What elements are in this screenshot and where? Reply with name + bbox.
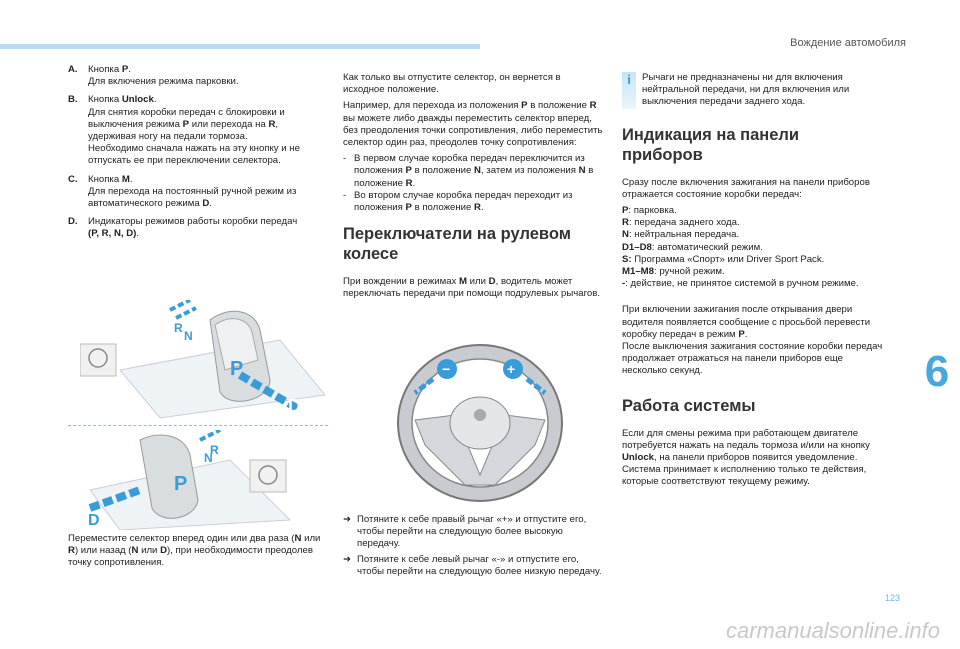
mode-item: D1–D8: автоматический режим. — [622, 241, 763, 253]
item-title-end: . — [128, 64, 131, 75]
gear-label-n: N — [184, 329, 193, 343]
item-b — [68, 94, 320, 167]
figure-divider — [68, 425, 328, 426]
item-title-end: . — [153, 94, 157, 106]
text: , затем из положения — [480, 165, 579, 177]
text: В первом случае коробка передач переключится из положения — [354, 153, 585, 177]
gear-p: P — [738, 328, 745, 340]
item-c — [68, 174, 320, 211]
gear-label-p: P — [174, 473, 188, 495]
paddle-plus-icon: + — [507, 361, 516, 377]
gear-r: R — [474, 202, 481, 214]
caption-text: или — [138, 545, 161, 557]
text: . — [480, 202, 484, 214]
paragraph: После выключения зажигания состояние коробки передач продолжает отражаться на панели приборов еще несколько секунд. — [622, 341, 883, 377]
header-bar — [0, 44, 480, 49]
text: вы можете либо дважды переместить селектор вперед, без преодоления точки сопротивления, либо переместить селектор один раз, преодолев точку сопротивления: — [343, 112, 603, 149]
text: . — [744, 328, 748, 340]
section-title: Вождение автомобиля — [790, 37, 906, 49]
caption-text: ), при необходимости преодолев точку сопротивления. — [68, 545, 313, 569]
item-title-bold: M — [121, 173, 130, 185]
text: Если для смены режима при работающем двигателе потребуется нажать на педаль тормоза и/или на кнопку — [622, 427, 870, 451]
caption-text: или — [301, 533, 321, 544]
text: в положение — [354, 165, 594, 189]
gear-label-n: N — [204, 451, 213, 465]
gear-p: P — [182, 118, 190, 130]
item-text: Необходимо сначала нажать на эту кнопку и не отпускать ее при переключении селектора. — [88, 143, 300, 167]
paragraph: Сразу после включения зажигания на панели приборов отражается состояние коробки передач: — [622, 176, 870, 200]
heading-system: Работа системы — [622, 396, 756, 415]
gear-r: R — [68, 545, 75, 557]
item-d — [68, 216, 320, 240]
gear-n: N — [294, 533, 302, 544]
caption-text: ) или назад ( — [74, 545, 132, 557]
gear-label-r: R — [210, 443, 219, 457]
mode-m: M — [459, 276, 468, 288]
paragraph — [622, 428, 884, 465]
column-right — [622, 72, 884, 493]
note-text: Потяните к себе левый рычаг «-» и отпустите его, чтобы перейти на следующую более низкую передачу. — [357, 553, 602, 577]
gear-d: D — [202, 198, 210, 210]
text: или — [467, 276, 489, 288]
paddle-instructions — [343, 514, 603, 581]
gear-selector-illustration-backward — [80, 430, 330, 530]
paddle-note-plus — [343, 514, 603, 551]
gear-label-p: P — [230, 358, 244, 380]
paragraph — [343, 276, 603, 300]
item-title-end: . — [129, 173, 133, 185]
paragraph: Как только вы отпустите селектор, он вернется в исходное положение. — [343, 72, 561, 96]
arrow-right-icon: ➜ — [343, 514, 352, 525]
steering-wheel-illustration — [385, 335, 575, 505]
info-icon: i — [622, 72, 636, 109]
heading-dashboard: Индикация на панели приборов — [622, 125, 800, 164]
text: . — [412, 177, 416, 189]
item-title: Кнопка — [88, 94, 122, 106]
paddle-note-minus — [343, 554, 603, 578]
text: Например, для перехода из положения — [343, 100, 522, 112]
paragraph — [622, 304, 884, 341]
text: в положение — [411, 202, 475, 214]
mode-d: D — [488, 276, 496, 288]
gear-d: D — [160, 545, 168, 557]
text: При включении зажигания после открывания двери водителя появляется сообщение с просьбой перевести коробку передач в режим — [622, 304, 871, 340]
item-text: или перехода на — [189, 118, 269, 130]
note-text: Потяните к себе правый рычаг «+» и отпустите его, чтобы перейти на следующую более высокую передачу. — [357, 514, 587, 550]
caption-text: Переместите селектор вперед один или два раза ( — [68, 533, 295, 544]
item-text: . — [209, 198, 212, 210]
gear-r: R — [268, 118, 276, 130]
item-text: , удерживая ногу на педали тормоза. — [88, 118, 279, 143]
paragraph — [343, 100, 603, 149]
item-title: Кнопка — [88, 64, 122, 75]
item-text: Для перехода на постоянный ручной режим из автоматического режима — [88, 185, 297, 210]
mode-item: P: парковка. — [622, 205, 677, 217]
mode-item: M1–M8: ручной режим. — [622, 266, 725, 278]
gear-label-d: D — [88, 512, 100, 529]
dash-item: - Во втором случае коробка передач переходит из положения P в положение R. — [343, 189, 573, 214]
gear-p: P — [521, 100, 528, 112]
dash-item: - В первом случае коробка передач переключится из положения P в положение N, затем из положения N в положение R. — [343, 153, 594, 189]
item-key: B. — [68, 94, 78, 106]
mode-list — [622, 205, 884, 290]
text: При вождении в режимах — [343, 276, 460, 288]
gear-n: N — [474, 165, 481, 177]
chapter-number: 6 — [914, 332, 960, 412]
mode-item: S: Программа «Спорт» или Driver Sport Pack. — [622, 253, 825, 265]
item-text: Для снятия коробки передач с блокировки и выключения режима — [88, 106, 285, 130]
watermark: carmanualsonline.info — [725, 617, 940, 643]
arrow-right-icon: ➜ — [343, 553, 352, 565]
text: , на панели приборов появится уведомление. — [654, 452, 858, 464]
gear-selector-illustration-forward — [80, 300, 330, 420]
mode-item: -: действие, не принятое системой в ручном режиме. — [622, 278, 859, 290]
gear-p: P — [405, 202, 412, 214]
heading-paddles: Переключатели на рулевом колесе — [343, 225, 571, 264]
item-text: Для включения режима парковки. — [88, 76, 239, 88]
item-key: A. — [68, 64, 78, 75]
text: в положение — [411, 165, 475, 177]
item-title: Кнопка — [88, 173, 122, 185]
gear-list: (P, R, N, D) — [88, 228, 137, 240]
gear-r: R — [589, 100, 597, 112]
column-middle — [343, 72, 603, 305]
mode-item: R: передача заднего хода. — [622, 217, 740, 229]
column-left — [68, 64, 320, 247]
item-title: Индикаторы режимов работы коробки передач — [88, 216, 298, 228]
gear-n: N — [578, 165, 586, 177]
item-key: C. — [68, 173, 78, 185]
item-text: . — [136, 228, 140, 240]
text: Во втором случае коробка передач переходит из положения — [354, 189, 573, 214]
item-title-bold: P — [121, 64, 129, 75]
item-a — [68, 64, 320, 88]
text: , водитель может переключать передачи при помощи подрулевых рычагов. — [343, 276, 601, 300]
gear-p: P — [405, 165, 412, 177]
figure-caption — [68, 533, 328, 570]
gear-label-d: D — [288, 396, 301, 416]
paddle-minus-icon: − — [442, 361, 451, 377]
item-key: D. — [68, 216, 78, 228]
text: в положение — [527, 100, 590, 112]
gear-n: N — [131, 545, 139, 557]
item-title-bold: Unlock — [121, 94, 154, 106]
paragraph: Система принимает к исполнению только те действия, которые соответствуют текущему режиму. — [622, 464, 867, 488]
info-text: Рычаги не предназначены ни для включения нейтральной передачи, ни для включения или выключения передачи заднего хода. — [642, 72, 850, 108]
page-number: 123 — [884, 593, 900, 603]
mode-item: N: нейтральная передача. — [622, 229, 740, 241]
gear-label-r: R — [174, 321, 183, 335]
info-box — [622, 72, 884, 109]
unlock-label: Unlock — [622, 452, 654, 464]
gear-r: R — [405, 177, 413, 189]
